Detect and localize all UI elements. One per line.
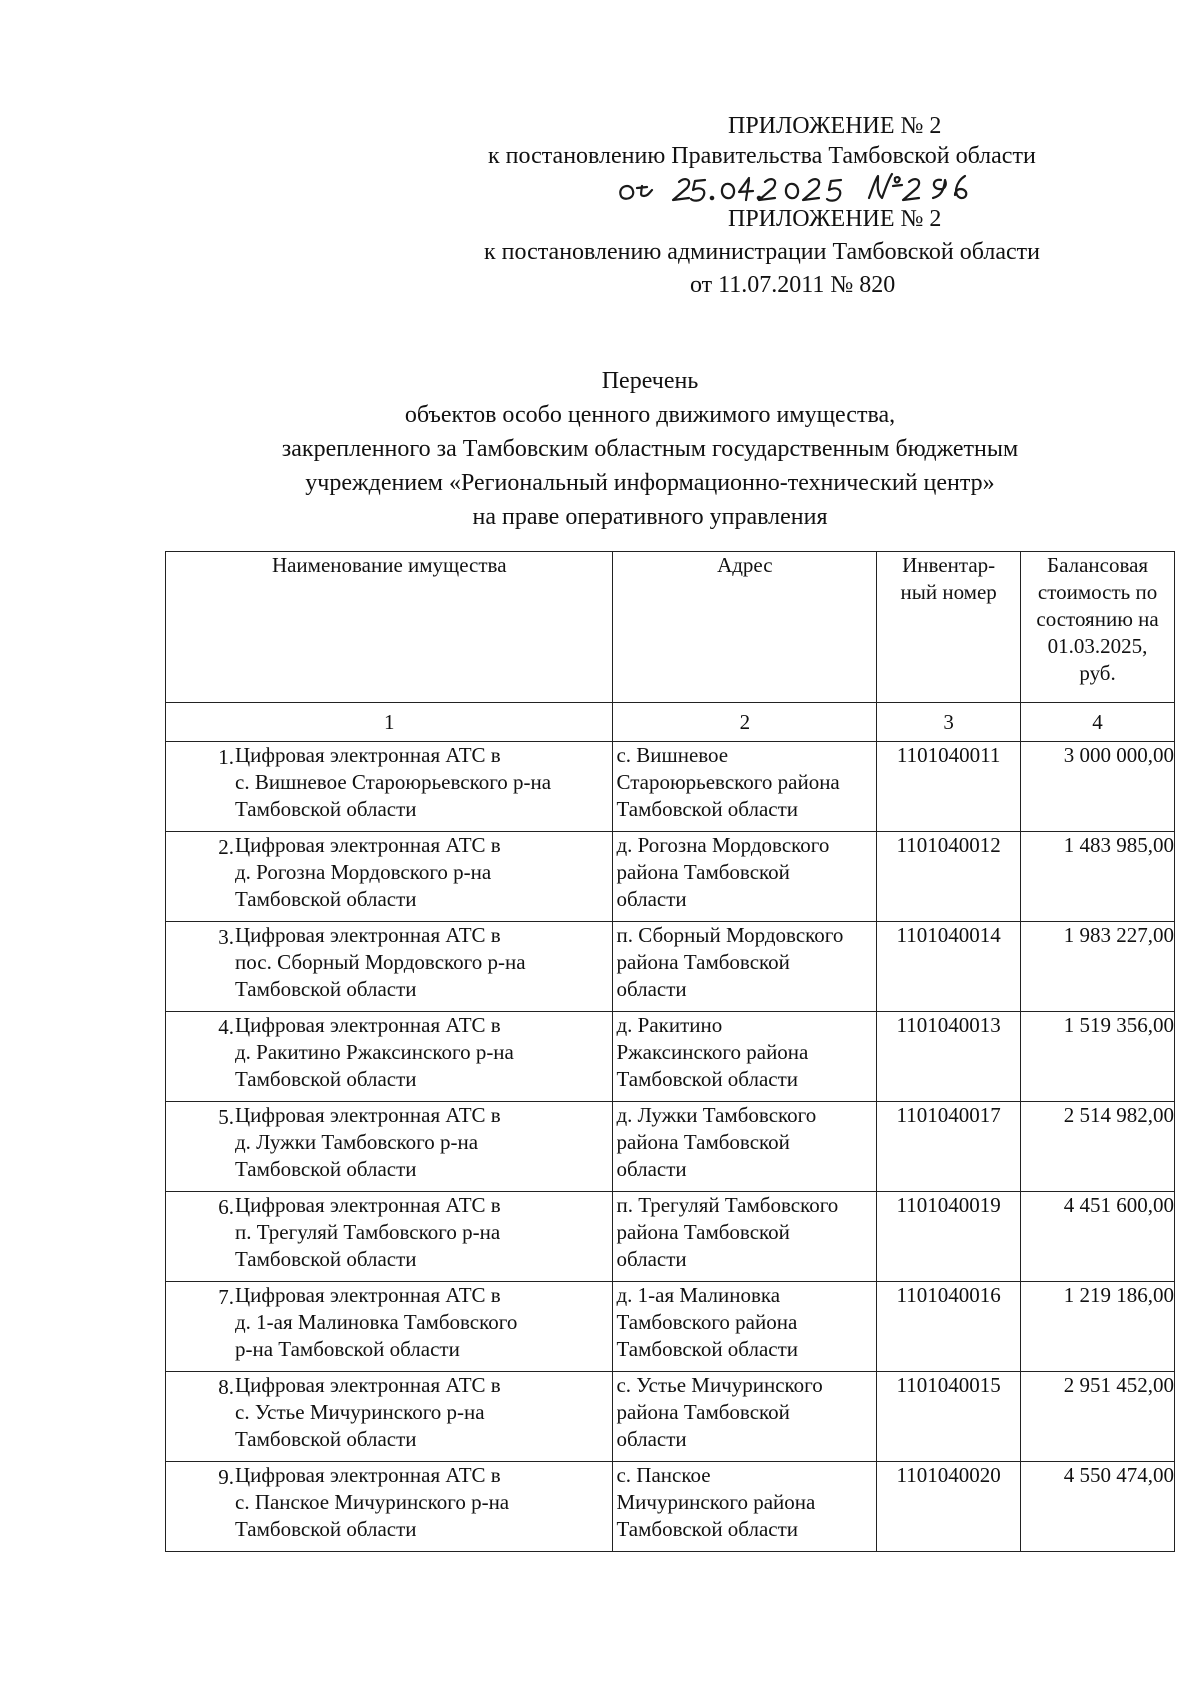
address-line: Тамбовской области — [616, 1067, 799, 1091]
column-header-inventory — [877, 552, 1021, 703]
cell-property-name — [166, 1192, 613, 1282]
cell-property-name — [166, 922, 613, 1012]
address-line: д. Лужки Тамбовского — [616, 1103, 817, 1127]
property-name-line: д. Ракитино Ржаксинского р-на — [235, 1040, 514, 1064]
property-name-line: Тамбовской области — [235, 1067, 417, 1091]
column-header-balance-line: состоянию на — [1036, 607, 1159, 631]
property-name-line: Цифровая электронная АТС в — [235, 1013, 501, 1037]
cell-address — [613, 1282, 877, 1372]
property-name-line: Тамбовской области — [235, 1247, 417, 1271]
table-row — [166, 1102, 1175, 1192]
column-header-name: Наименование имущества — [166, 552, 613, 703]
property-name-line: д. Лужки Тамбовского р-на — [235, 1130, 479, 1154]
cell-balance-value: 1 483 985,00 — [1021, 832, 1175, 922]
property-name-line: с. Устье Мичуринского р-на — [235, 1400, 485, 1424]
property-name-line: Тамбовской области — [235, 797, 417, 821]
property-name-line: Тамбовской области — [235, 977, 417, 1001]
row-index: 8. — [218, 1375, 234, 1399]
cell-address — [613, 1462, 877, 1552]
property-name-line: Цифровая электронная АТС в — [235, 1463, 501, 1487]
row-index: 7. — [218, 1285, 234, 1309]
address-line: п. Трегуляй Тамбовского — [616, 1193, 839, 1217]
address-line: Мичуринского района — [616, 1490, 816, 1514]
cell-property-name — [166, 1102, 613, 1192]
address-line: области — [616, 1157, 687, 1181]
cell-balance-value: 4 550 474,00 — [1021, 1462, 1175, 1552]
address-line: области — [616, 887, 687, 911]
row-index: 6. — [218, 1195, 234, 1219]
cell-inventory-number: 1101040015 — [877, 1372, 1021, 1462]
heading-line: закрепленного за Тамбовским областным государственным бюджетным — [281, 436, 1019, 462]
cell-balance-value: 1 983 227,00 — [1021, 922, 1175, 1012]
address-line: Тамбовской области — [616, 1337, 799, 1361]
appendix-date-original: от 11.07.2011 № 820 — [690, 272, 896, 298]
cell-balance-value: 2 951 452,00 — [1021, 1372, 1175, 1462]
cell-property-name — [166, 1462, 613, 1552]
property-name-line: Цифровая электронная АТС в — [235, 1373, 501, 1397]
column-header-balance-line: 01.03.2025, — [1047, 634, 1148, 658]
column-header-balance-line: Балансовая — [1047, 553, 1149, 577]
heading-line: на праве оперативного управления — [472, 504, 828, 530]
address-line: района Тамбовской — [616, 1400, 790, 1424]
table-row — [166, 1462, 1175, 1552]
cell-address — [613, 832, 877, 922]
row-index: 9. — [218, 1465, 234, 1489]
table-header-row — [166, 552, 1175, 703]
row-index: 5. — [218, 1105, 234, 1129]
table-row — [166, 832, 1175, 922]
cell-inventory-number: 1101040020 — [877, 1462, 1021, 1552]
address-line: района Тамбовской — [616, 950, 790, 974]
heading-line: объектов особо ценного движимого имущества, — [404, 402, 896, 428]
property-name-line: д. Рогозна Мордовского р-на — [235, 860, 492, 884]
address-line: района Тамбовской — [616, 1130, 790, 1154]
column-number: 2 — [613, 703, 877, 742]
address-line: Ржаксинского района — [616, 1040, 809, 1064]
cell-balance-value: 3 000 000,00 — [1021, 742, 1175, 832]
cell-inventory-number: 1101040019 — [877, 1192, 1021, 1282]
address-line: Староюрьевского района — [616, 770, 840, 794]
table-row — [166, 1012, 1175, 1102]
property-name-line: Цифровая электронная АТС в — [235, 1193, 501, 1217]
property-name-line: Тамбовской области — [235, 1517, 417, 1541]
property-name-line: пос. Сборный Мордовского р-на — [235, 950, 526, 974]
cell-address — [613, 1102, 877, 1192]
column-number: 3 — [877, 703, 1021, 742]
row-index: 1. — [218, 745, 234, 769]
cell-balance-value: 4 451 600,00 — [1021, 1192, 1175, 1282]
heading-line: учреждением «Региональный информационно-технический центр» — [305, 470, 995, 496]
handwritten-date-signature — [613, 166, 1033, 210]
table-row — [166, 1372, 1175, 1462]
table-row — [166, 1282, 1175, 1372]
cell-property-name — [166, 1282, 613, 1372]
property-name-line: Тамбовской области — [235, 887, 417, 911]
cell-address — [613, 1012, 877, 1102]
cell-inventory-number: 1101040012 — [877, 832, 1021, 922]
cell-inventory-number: 1101040011 — [877, 742, 1021, 832]
address-line: Тамбовской области — [616, 797, 799, 821]
row-index: 2. — [218, 835, 234, 859]
cell-property-name — [166, 832, 613, 922]
table-row — [166, 1192, 1175, 1282]
row-index: 4. — [218, 1015, 234, 1039]
cell-balance-value: 2 514 982,00 — [1021, 1102, 1175, 1192]
column-header-inventory-line: ный номер — [900, 580, 997, 604]
property-name-line: Цифровая электронная АТС в — [235, 1103, 501, 1127]
property-name-line: Цифровая электронная АТС в — [235, 923, 501, 947]
column-number: 4 — [1021, 703, 1175, 742]
property-name-line: р-на Тамбовской области — [235, 1337, 460, 1361]
column-header-inventory-line: Инвентар- — [902, 553, 996, 577]
cell-address — [613, 1372, 877, 1462]
address-line: с. Устье Мичуринского — [616, 1373, 823, 1397]
address-line: д. 1-ая Малиновка — [616, 1283, 781, 1307]
property-name-line: Цифровая электронная АТС в — [235, 833, 501, 857]
property-name-line: п. Трегуляй Тамбовского р-на — [235, 1220, 501, 1244]
property-table — [165, 551, 1175, 1552]
address-line: Тамбовского района — [616, 1310, 798, 1334]
property-name-line: Цифровая электронная АТС в — [235, 1283, 501, 1307]
property-name-line: с. Вишневое Староюрьевского р-на — [235, 770, 552, 794]
cell-inventory-number: 1101040017 — [877, 1102, 1021, 1192]
property-name-line: д. 1-ая Малиновка Тамбовского — [235, 1310, 518, 1334]
column-number-row — [166, 703, 1175, 742]
cell-balance-value: 1 519 356,00 — [1021, 1012, 1175, 1102]
appendix-title-original: ПРИЛОЖЕНИЕ № 2 — [728, 206, 942, 232]
column-header-address: Адрес — [613, 552, 877, 703]
address-line: области — [616, 1427, 687, 1451]
column-header-balance — [1021, 552, 1175, 703]
address-line: п. Сборный Мордовского — [616, 923, 844, 947]
cell-inventory-number: 1101040016 — [877, 1282, 1021, 1372]
cell-balance-value: 1 219 186,00 — [1021, 1282, 1175, 1372]
table-row — [166, 922, 1175, 1012]
column-header-balance-line: руб. — [1079, 661, 1116, 685]
heading-line: Перечень — [601, 368, 699, 394]
address-line: района Тамбовской — [616, 860, 790, 884]
table-row — [166, 742, 1175, 832]
address-line: Тамбовской области — [616, 1517, 799, 1541]
column-number: 1 — [166, 703, 613, 742]
appendix-title: ПРИЛОЖЕНИЕ № 2 — [728, 113, 942, 139]
appendix-reference-original: к постановлению администрации Тамбовской области — [484, 239, 1040, 265]
cell-address — [613, 742, 877, 832]
address-line: с. Панское — [616, 1463, 711, 1487]
cell-property-name — [166, 1012, 613, 1102]
address-line: с. Вишневое — [616, 743, 729, 767]
cell-inventory-number: 1101040014 — [877, 922, 1021, 1012]
appendix-reference: к постановлению Правительства Тамбовской области — [488, 143, 1036, 169]
document-heading — [130, 364, 1170, 534]
cell-property-name — [166, 742, 613, 832]
address-line: района Тамбовской — [616, 1220, 790, 1244]
cell-inventory-number: 1101040013 — [877, 1012, 1021, 1102]
address-line: области — [616, 1247, 687, 1271]
address-line: области — [616, 977, 687, 1001]
column-header-balance-line: стоимость по — [1037, 580, 1158, 604]
row-index: 3. — [218, 925, 234, 949]
property-name-line: с. Панское Мичуринского р-на — [235, 1490, 510, 1514]
property-name-line: Тамбовской области — [235, 1157, 417, 1181]
property-name-line: Цифровая электронная АТС в — [235, 743, 501, 767]
cell-address — [613, 922, 877, 1012]
property-name-line: Тамбовской области — [235, 1427, 417, 1451]
address-line: д. Ракитино — [616, 1013, 723, 1037]
cell-address — [613, 1192, 877, 1282]
address-line: д. Рогозна Мордовского — [616, 833, 830, 857]
cell-property-name — [166, 1372, 613, 1462]
